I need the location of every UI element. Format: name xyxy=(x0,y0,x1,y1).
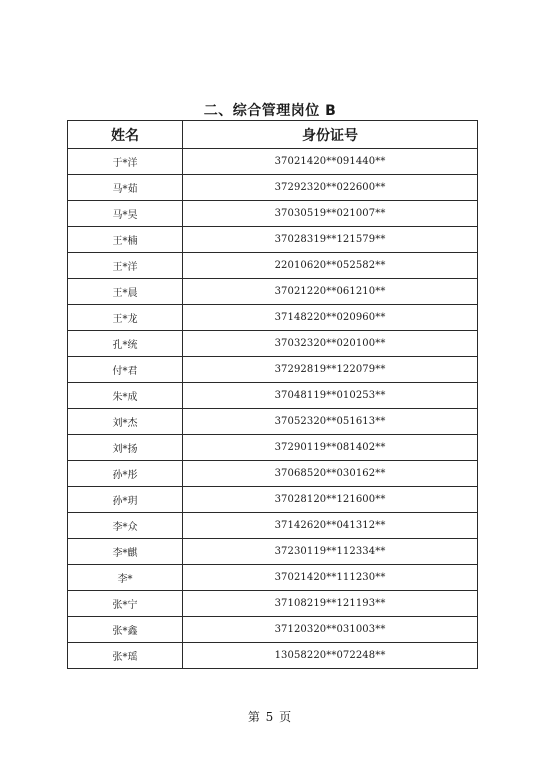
table-row xyxy=(68,565,478,591)
table-row xyxy=(68,305,478,331)
id-number-cell: 37048119**010253** xyxy=(183,383,478,409)
name-cell: 张*瑶 xyxy=(68,643,183,669)
table-row xyxy=(68,487,478,513)
table-row xyxy=(68,357,478,383)
id-number-cell: 37028319**121579** xyxy=(183,227,478,253)
table-row xyxy=(68,253,478,279)
id-number-cell: 37292320**022600** xyxy=(183,175,478,201)
column-header-name: 姓名 xyxy=(68,121,183,149)
table-row xyxy=(68,461,478,487)
table-row xyxy=(68,201,478,227)
id-number-cell: 37021220**061210** xyxy=(183,279,478,305)
name-cell: 李*众 xyxy=(68,513,183,539)
id-number-cell: 37290119**081402** xyxy=(183,435,478,461)
table-row xyxy=(68,435,478,461)
id-number-cell: 13058220**072248** xyxy=(183,643,478,669)
name-cell: 孔*统 xyxy=(68,331,183,357)
column-header-id: 身份证号 xyxy=(183,121,478,149)
name-cell: 张*宁 xyxy=(68,591,183,617)
name-cell: 于*洋 xyxy=(68,149,183,175)
name-cell: 王*楠 xyxy=(68,227,183,253)
candidate-table xyxy=(67,120,478,669)
id-number-cell: 37030519**021007** xyxy=(183,201,478,227)
name-cell: 孙*彤 xyxy=(68,461,183,487)
id-number-cell: 37028120**121600** xyxy=(183,487,478,513)
table-row xyxy=(68,227,478,253)
table-header-row xyxy=(68,121,478,149)
page-number: 第 5 页 xyxy=(247,710,293,724)
id-number-cell: 37021420**091440** xyxy=(183,149,478,175)
id-number-cell: 37068520**030162** xyxy=(183,461,478,487)
table-row xyxy=(68,383,478,409)
name-cell: 王*晨 xyxy=(68,279,183,305)
id-number-cell: 37148220**020960** xyxy=(183,305,478,331)
table-row xyxy=(68,331,478,357)
id-number-cell: 22010620**052582** xyxy=(183,253,478,279)
name-cell: 李* xyxy=(68,565,183,591)
table-row xyxy=(68,279,478,305)
name-cell: 刘*杰 xyxy=(68,409,183,435)
name-cell: 王*龙 xyxy=(68,305,183,331)
id-number-cell: 37108219**121193** xyxy=(183,591,478,617)
name-cell: 刘*扬 xyxy=(68,435,183,461)
name-cell: 张*鑫 xyxy=(68,617,183,643)
name-cell: 李*麒 xyxy=(68,539,183,565)
table-row xyxy=(68,149,478,175)
id-number-cell: 37292819**122079** xyxy=(183,357,478,383)
table-row xyxy=(68,643,478,669)
table-row xyxy=(68,409,478,435)
id-number-cell: 37052320**051613** xyxy=(183,409,478,435)
table-row xyxy=(68,513,478,539)
table-row xyxy=(68,617,478,643)
table-body xyxy=(68,149,478,669)
name-cell: 王*洋 xyxy=(68,253,183,279)
name-cell: 朱*成 xyxy=(68,383,183,409)
id-number-cell: 37120320**031003** xyxy=(183,617,478,643)
name-cell: 马*茹 xyxy=(68,175,183,201)
table-row xyxy=(68,539,478,565)
page-title: 二、综合管理岗位 B xyxy=(203,103,337,119)
name-cell: 付*君 xyxy=(68,357,183,383)
name-cell: 孙*玥 xyxy=(68,487,183,513)
id-number-cell: 37032320**020100** xyxy=(183,331,478,357)
id-number-cell: 37142620**041312** xyxy=(183,513,478,539)
name-cell: 马*昊 xyxy=(68,201,183,227)
id-number-cell: 37021420**111230** xyxy=(183,565,478,591)
id-number-cell: 37230119**112334** xyxy=(183,539,478,565)
table-row xyxy=(68,591,478,617)
table-row xyxy=(68,175,478,201)
